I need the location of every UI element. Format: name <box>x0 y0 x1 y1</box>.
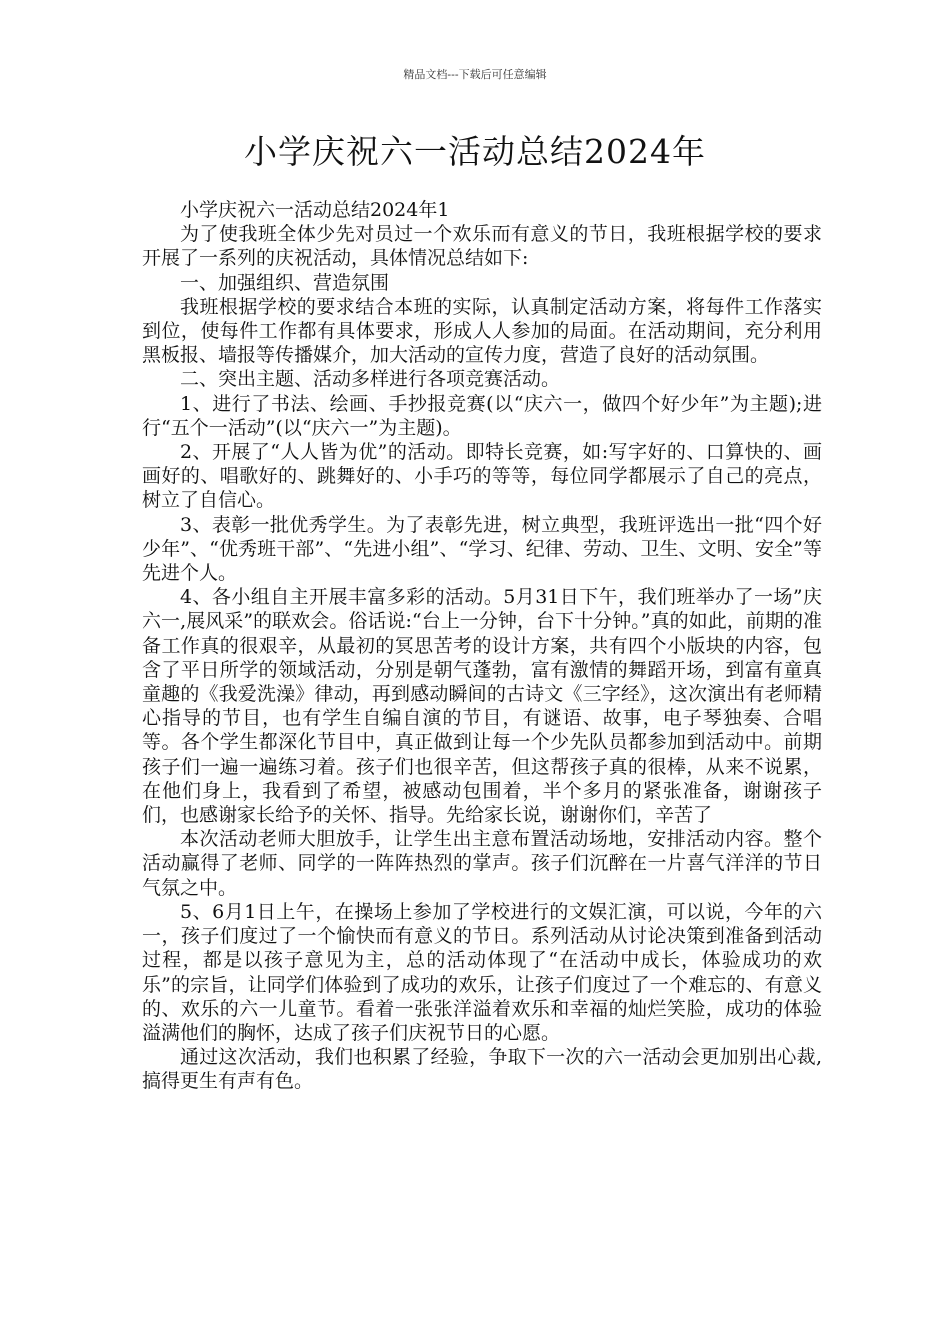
page-header: 精品文档---下载后可任意编辑 <box>403 68 547 81</box>
document-body <box>142 198 822 1094</box>
paragraph: 通过这次活动，我们也积累了经验，争取下一次的六一活动会更加别出心裁,搞得更生有声有色。 <box>142 1046 822 1093</box>
paragraph: 5、6月1日上午，在操场上参加了学校进行的文娱汇演，可以说，今年的六一，孩子们度过了一个愉快而有意义的节日。系列活动从讨论决策到准备到活动过程，都是以孩子意见为主，总的活动体现了“在活动中成长，体验成功的欢乐”的宗旨，让同学们体验到了成功的欢乐，让孩子们度过了一个难忘的、有意义的、欢乐的六一儿童节。看着一张张洋溢着欢乐和幸福的灿烂笑脸，成功的体验溢满他们的胸怀，达成了孩子们庆祝节日的心愿。 <box>142 900 822 1044</box>
paragraph: 小学庆祝六一活动总结2024年1 <box>180 199 450 221</box>
document-title: 小学庆祝六一活动总结2024年 <box>244 132 706 171</box>
paragraph: 本次活动老师大胆放手，让学生出主意布置活动场地，安排活动内容。整个活动赢得了老师、同学的一阵阵热烈的掌声。孩子们沉醉在一片喜气洋洋的节日气氛之中。 <box>142 828 822 899</box>
paragraph: 为了使我班全体少先对员过一个欢乐而有意义的节日，我班根据学校的要求开展了一系列的庆祝活动，具体情况总结如下: <box>142 223 822 270</box>
section-heading: 二、突出主题、活动多样进行各项竞赛活动。 <box>180 368 561 391</box>
paragraph: 4、各小组自主开展丰富多彩的活动。5月31日下午，我们班举办了一场”庆六一,展风采”的联欢会。俗话说:“台上一分钟，台下十分钟。”真的如此，前期的准备工作真的很艰辛，从最初的冥思苦考的设计方案，共有四个小版块的内容，包含了平日所学的领域活动，分别是朝气蓬勃，富有激情的舞蹈开场，到富有童真童趣的《我爱洗澡》律动，再到感动瞬间的古诗文《三字经》，这次演出有老师精心指导的节目，也有学生自编自演的节目，有谜语、故事，电子琴独奏、合唱等。各个学生都深化节目中，真正做到让每一个少先队员都参加到活动中。前期孩子们一遍一遍练习着。孩子们也很辛苦，但这帮孩子真的很棒，从来不说累，在他们身上，我看到了希望，被感动包围着，半个多月的紧张准备，谢谢孩子们，也感谢家长给予的关怀、指导。先给家长说，谢谢你们，辛苦了 <box>142 586 822 827</box>
paragraph: 1、进行了书法、绘画、手抄报竞赛(以“庆六一，做四个好少年”为主题);进行“五个一活动”(以“庆六一”为主题)。 <box>142 392 822 439</box>
paragraph: 我班根据学校的要求结合本班的实际，认真制定活动方案，将每件工作落实到位，使每件工作都有具体要求，形成人人参加的局面。在活动期间，充分利用黑板报、墙报等传播媒介，加大活动的宣传力度，营造了良好的活动氛围。 <box>142 295 822 367</box>
paragraph: 3、表彰一批优秀学生。为了表彰先进，树立典型，我班评选出一批“四个好少年”、“优秀班干部”、“先进小组”、“学习、纪律、劳动、卫生、文明、安全”等先进个人。 <box>142 513 822 585</box>
paragraph: 2、开展了“人人皆为优”的活动。即特长竞赛，如:写字好的、口算快的、画画好的、唱歌好的、跳舞好的、小手巧的等等，每位同学都展示了自己的亮点，树立了自信心。 <box>142 441 822 512</box>
section-heading: 一、加强组织、营造氛围 <box>180 271 390 294</box>
